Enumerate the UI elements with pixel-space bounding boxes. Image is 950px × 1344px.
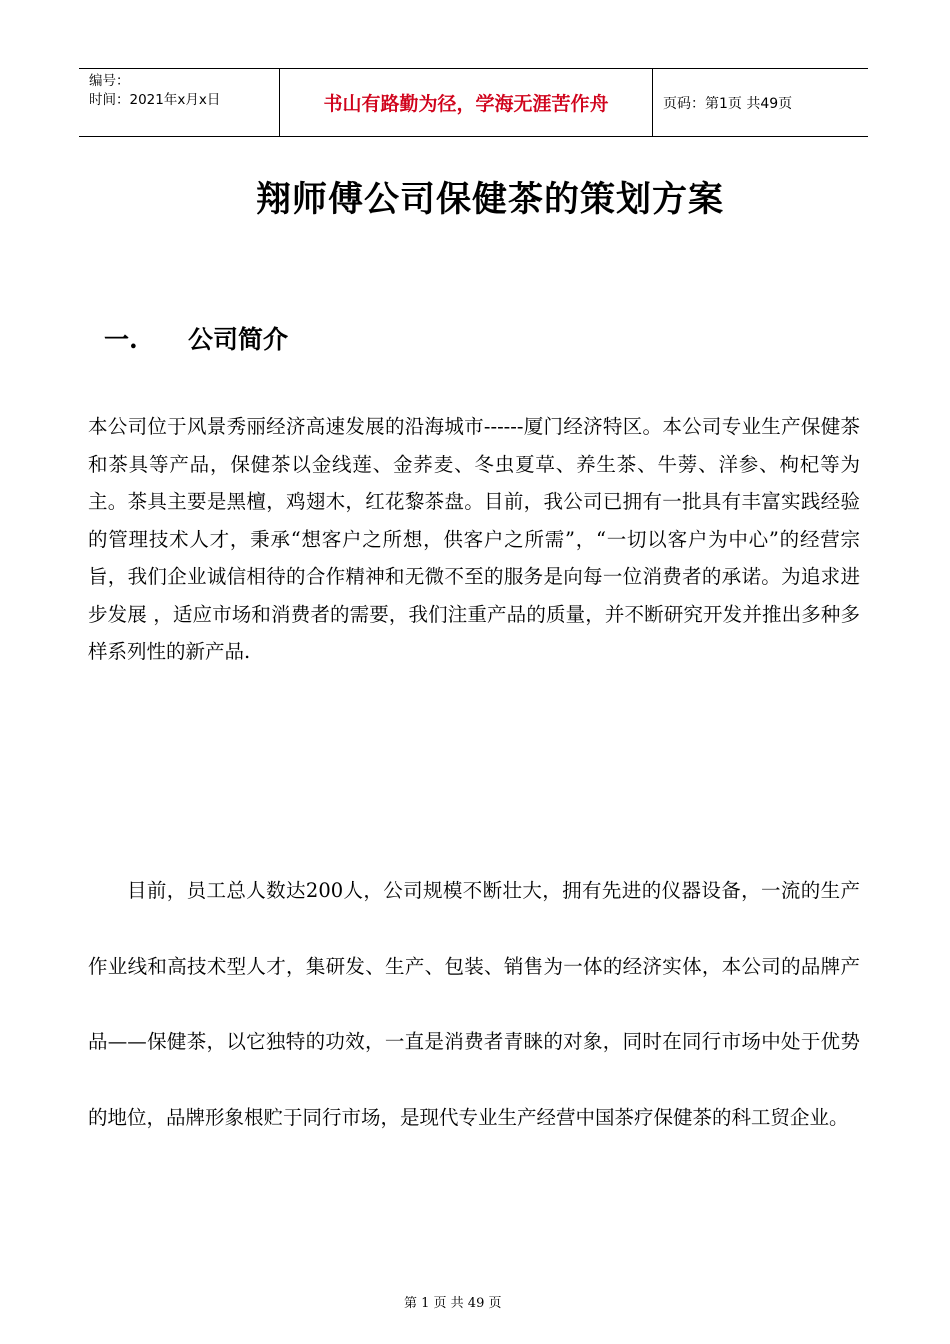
section-number: 一. [104,325,138,354]
header-table [79,68,868,137]
paragraph-scale: 目前，员工总人数达200人，公司规模不断壮大，拥有先进的仪器设备，一流的生产作业线和高技术型人才，集研发、生产、包装、销售为一体的经济实体，本公司的品牌产品——保健茶，以它独特的功效，一直是消费者青睐的对象，同时在同行市场中处于优势的地位，品牌形象根贮于同行市场，是现代专业生产经营中国茶疗保健茶的科工贸企业。 [88,879,860,1129]
document-number: 编号： [89,73,130,89]
header-page-info: 页码：第1页 共49页 [663,95,793,112]
section-heading [104,320,288,356]
page-footer: 第 1 页 共 49 页 [404,1296,502,1311]
document-date: 时间：2021年x月x日 [89,92,221,108]
header-motto: 书山有路勤为径，学海无涯苦作舟 [280,69,653,136]
section-title: 公司简介 [188,325,289,354]
header-meta [79,69,280,136]
paragraph-intro: 本公司位于风景秀丽经济高速发展的沿海城市------厦门经济特区。本公司专业生产保健茶和茶具等产品，保健茶以金线莲、金荞麦、冬虫夏草、养生茶、牛蒡、洋参、枸杞等为主。茶具主要是黑檀，鸡翅木，红花黎茶盘。目前，我公司已拥有一批具有丰富实践经验的管理技术人才，秉承“想客户之所想，供客户之所需”，“一切以客户为中心”的经营宗旨，我们企业诚信相待的合作精神和无微不至的服务是向每一位消费者的承诺。为追求进步发展 ，适应市场和消费者的需要，我们注重产品的质量，并不断研究开发并推出多种多样系列性的新产品. [88,415,860,663]
document-title: 翔师傅公司保健茶的策划方案 [255,179,724,220]
